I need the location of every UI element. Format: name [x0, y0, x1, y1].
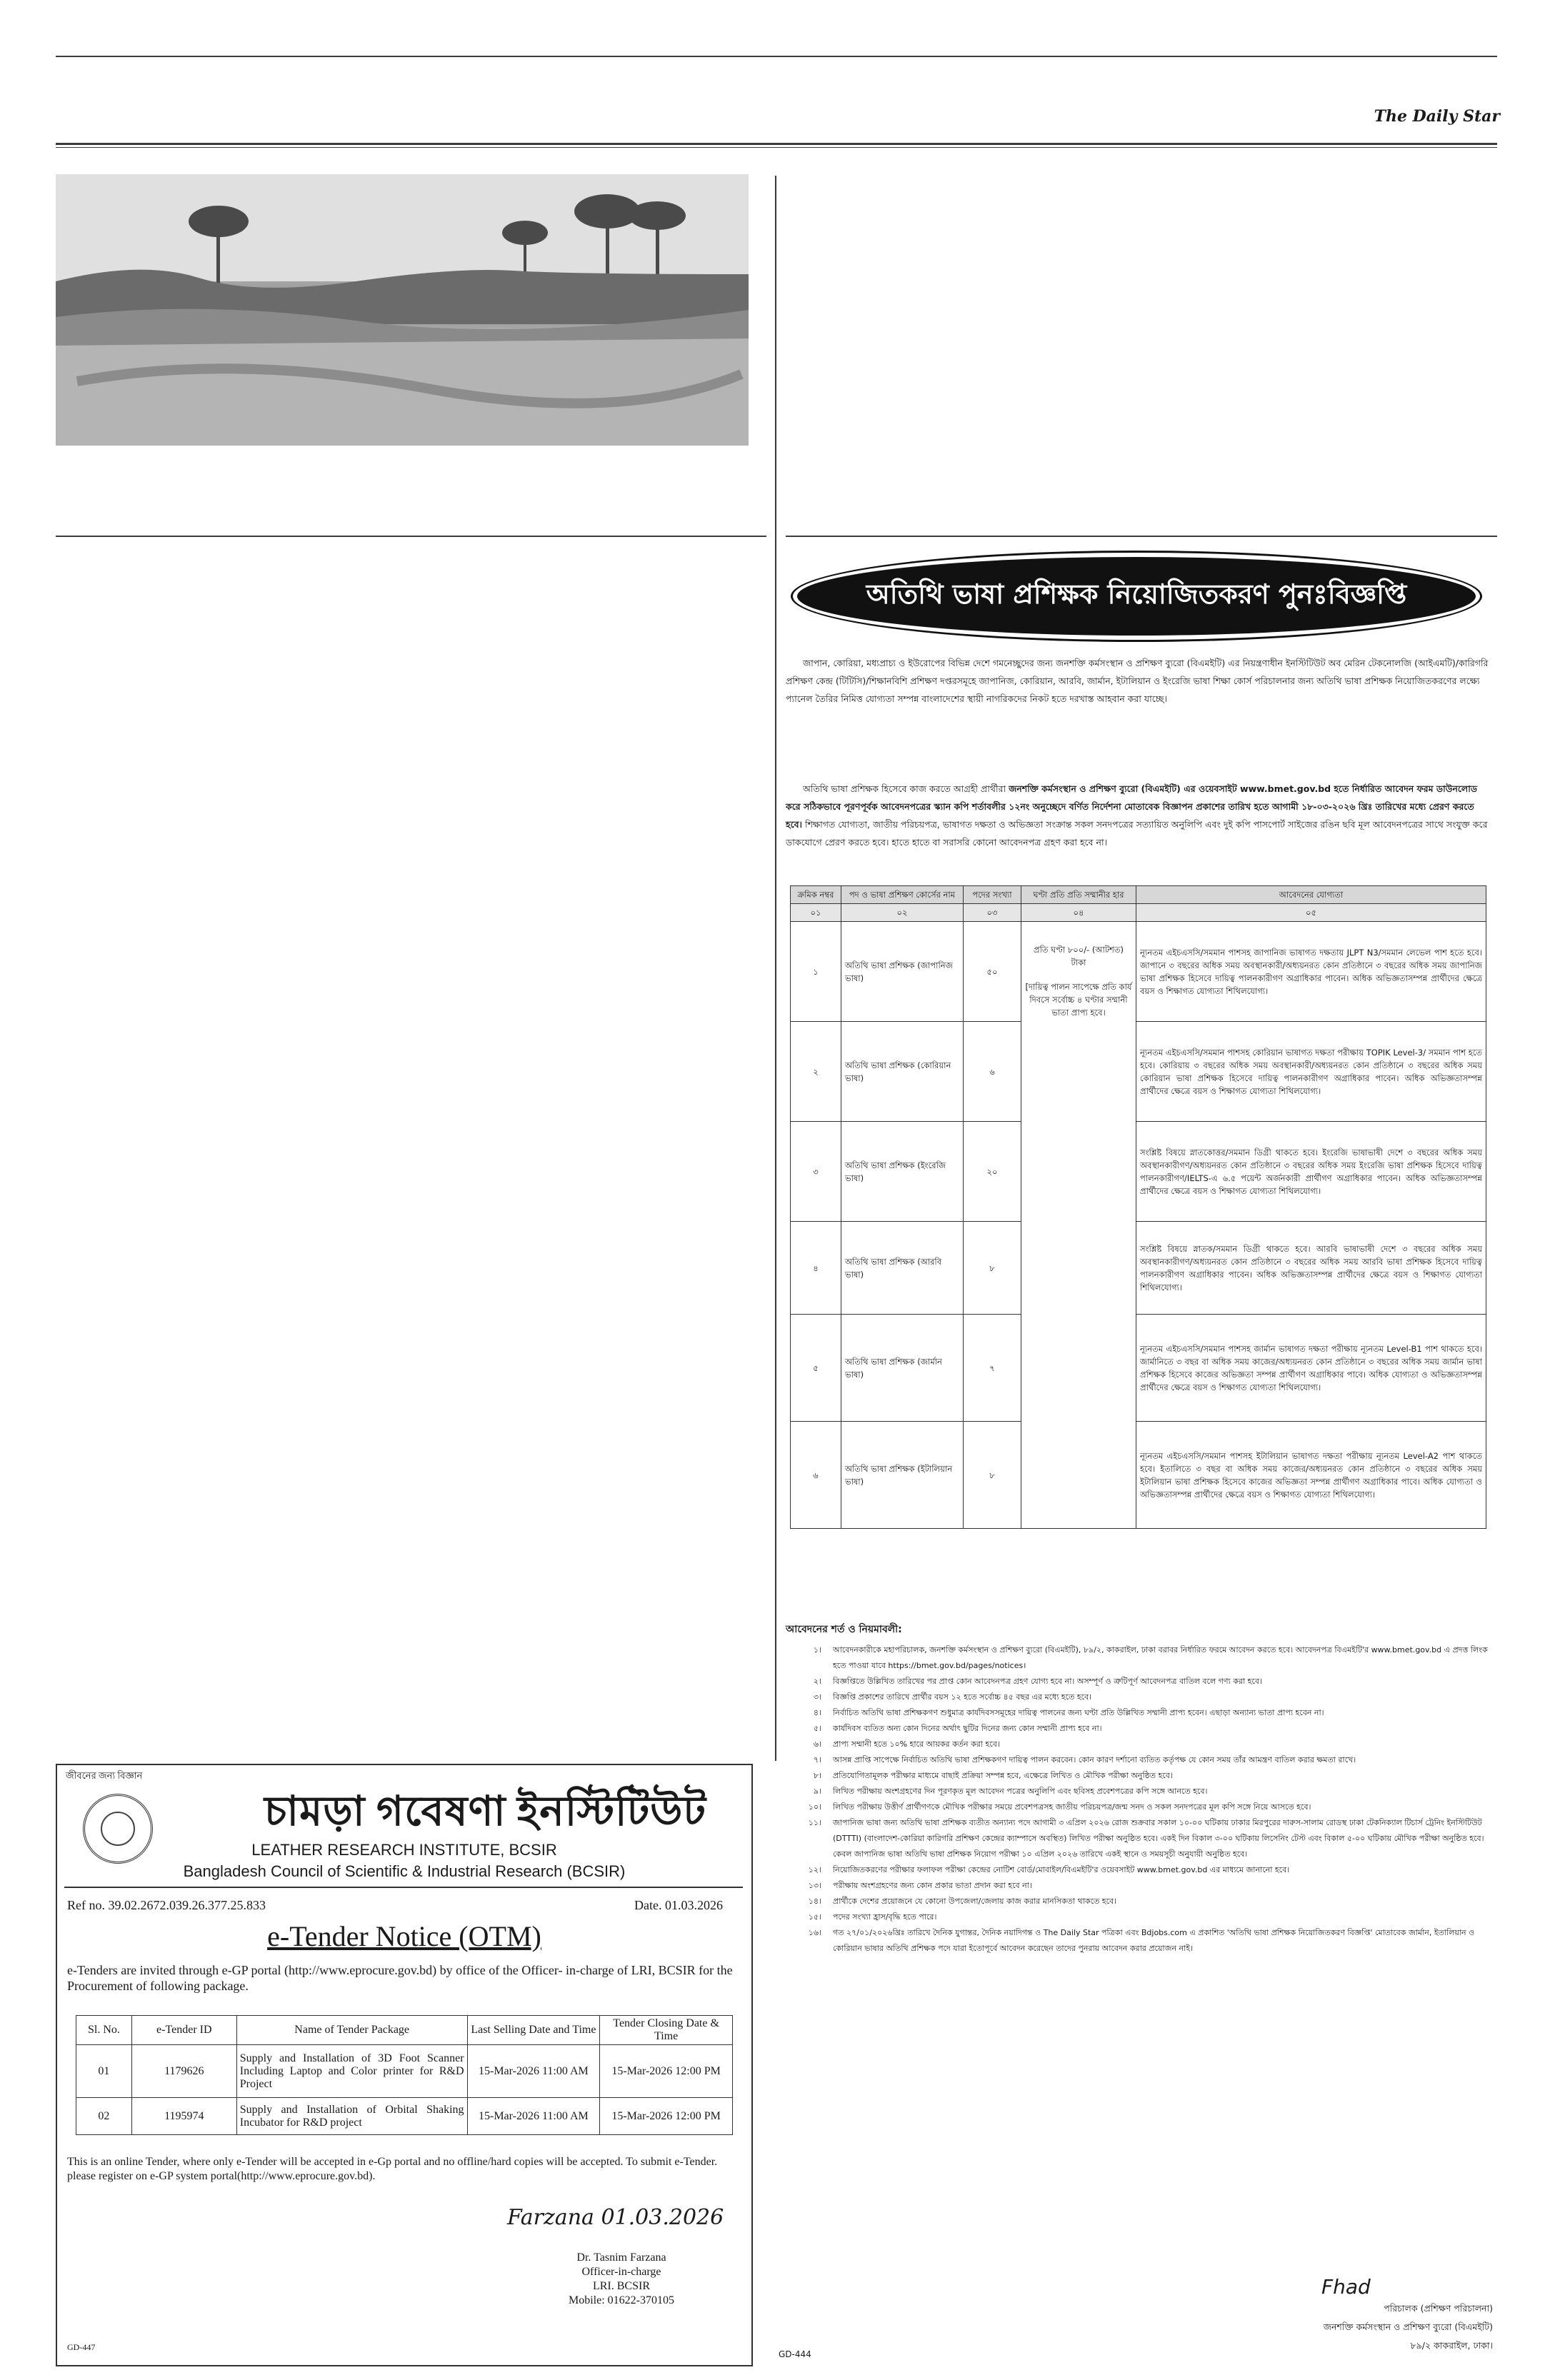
- term-text: পরীক্ষায় অংশগ্রহণের জন্য কোন প্রকার ভাতা প্রদান করা হবে না।: [833, 1881, 1032, 1890]
- tagline: জীবনের জন্য বিজ্ঞান: [66, 1770, 143, 1781]
- list-item: [786, 1674, 1489, 1689]
- term-number: ১।: [813, 1645, 821, 1655]
- cell-post-count: ৮: [964, 1422, 1021, 1529]
- landscape-photo: [56, 174, 749, 446]
- term-text: পদের সংখ্যা হ্রাস/বৃদ্ধি হতে পারে।: [833, 1912, 937, 1922]
- signatory-title: পরিচালক (প্রশিক্ষণ পরিচালনা): [1384, 2303, 1493, 2314]
- cell-closing: 15-Mar-2026 12:00 PM: [600, 2098, 733, 2135]
- cell-tender-id: 1179626: [131, 2045, 236, 2098]
- list-item: [786, 1878, 1489, 1894]
- list-item: [786, 1737, 1489, 1752]
- cell-qualification: ন্যূনতম এইচএসসি/সমমান পাশসহ ইটালিয়ান ভাষাগত দক্ষতা পরীক্ষায় ন্যূনতম Level-A2 পাশ থাকতে হবে। ইতালিতে ৩ বছর বা অধিক সময় কাজের/অধ্যয়নরত কোন প্রতিষ্ঠানে ৩ বছরের অধিক সময় ইটালিয়ান ভাষা প্রশিক্ষক হিসেবে কাজের অভিজ্ঞতা সম্পন্ন প্রার্থীগণ অগ্রাধিকার পাবে। অধিক যোগ্যতা ও অভিজ্ঞতাসম্পন্ন প্রার্থীদের ক্ষেত্রে বয়স ও শিক্ষাগত যোগ্যতা শিথিলযোগ্য।: [1136, 1422, 1486, 1529]
- list-item: [786, 1862, 1489, 1878]
- term-text: জাপানিজ ভাষা জন্য অতিথি ভাষা প্রশিক্ষক ব্যতীত অন্যান্য পদে আগামী ৩ এপ্রিল ২০২৬ রোজ শুক্রবার সকাল ১০-০০ ঘটিকায় ঢাকার মিরপুরের দারুস-সালাম রোডস্থ ঢাকা টেকনিক্যাল টিচার্স ট্রেনিং ইনস্টিটিউট (DTTTI) (বাংলাদেশ-কোরিয়া কারিগরি প্রশিক্ষণ কেন্দ্রের ক্যাম্পাসে অবস্থিত) লিখিত পরীক্ষা অনুষ্ঠিত হবে। একই দিন বিকাল ৩-০০ ঘটিকায় লিসেনিং টেস্ট এবং বিকাল ৫-০০ ঘটিকায় মৌখিক পরীক্ষা অনুষ্ঠিত হবে। কেবল জাপানিজ ভাষা অতিথি ভাষা প্রশিক্ষক নিয়োগ পরীক্ষা ১০ এপ্রিল ২০২৬ তারিখে একই স্থানে ও সময়সূচী অনুযায়ী অনুষ্ঠিত হবে।: [833, 1818, 1484, 1859]
- term-text: আবেদনকারীকে মহাপরিচালক, জনশক্তি কর্মসংস্থান ও প্রশিক্ষণ ব্যুরো (বিএমইটি), ৮৯/২, কাকরাইল, ঢাকা বরাবর নির্ধারিত ফরমে আবেদন করতে হবে। আবেদনপত্র বিএমইটি'র www.bmet.gov.bd এ প্রদত্ত লিংক হতে পাওয়া যাবে https://bmet.gov.bd/pages/notices।: [833, 1645, 1488, 1670]
- cell-sl: 01: [76, 2045, 132, 2098]
- signatory-address: ৮৯/২ কাকরাইল, ঢাকা।: [1410, 2340, 1493, 2351]
- table-row: [791, 1222, 1486, 1315]
- cell-qualification: ন্যূনতম এইচএসসি/সমমান পাশসহ জাপানিজ ভাষাগত দক্ষতায় JLPT N3/সমমান লেভেল পাশ হতে হবে। জাপানে ৩ বছরের অধিক সময় অবস্থানকারী/অধ্যয়নরত কোন প্রতিষ্ঠানে ৩ বছরের অধিক সময় জাপানিজ ভাষা প্রশিক্ষক হিসেবে দায়িত্ব পালনকারীগণ অগ্রাধিকার পাবেন। অধিক অভিজ্ঞতাসম্পন্ন প্রার্থীদের ক্ষেত্রে বয়স ও শিক্ষাগত যোগ্যতা শিথিলযোগ্য।: [1136, 922, 1486, 1022]
- col-header: ঘণ্টা প্রতি প্রতি সম্মানীর হার: [1021, 886, 1136, 904]
- cell-serial: ২: [791, 1022, 841, 1122]
- table-row: [791, 1122, 1486, 1222]
- cell-serial: ১: [791, 922, 841, 1022]
- cell-course: অতিথি ভাষা প্রশিক্ষক (ইটালিয়ান ভাষা): [841, 1422, 964, 1529]
- table-row: [791, 1315, 1486, 1422]
- col-header: Name of Tender Package: [236, 2016, 467, 2045]
- cell-course: অতিথি ভাষা প্রশিক্ষক (জাপানিজ ভাষা): [841, 922, 964, 1022]
- terms-heading: আবেদনের শর্ত ও নিয়মাবলী:: [786, 1624, 902, 1635]
- tender-table: [76, 2015, 733, 2135]
- col-index: ০৪: [1021, 904, 1136, 922]
- col-header: Tender Closing Date & Time: [600, 2016, 733, 2045]
- para2-documents: শিক্ষাগত যোগ্যতা, জাতীয় পরিচয়পত্র, ভাষাগত দক্ষতা ও অভিজ্ঞতা সংক্রান্ত সকল সনদপত্রের সত্যায়িত অনুলিপি এবং দুই কপি পাসপোর্ট সাইজের রঙিন ছবি মূল আবেদনপত্রের সাথে সংযুক্ত করে ডাকযোগে প্রেরণ করতে হবে। হাতে হাতে বা সরাসরি কোনো আবেদনপত্র গ্রহণ করা হবে না।: [786, 819, 1488, 848]
- masthead-rule: [56, 143, 1497, 145]
- cell-honorarium: [1021, 922, 1136, 1529]
- term-number: ১৪।: [808, 1897, 821, 1906]
- list-item: [786, 1909, 1489, 1925]
- col-header: Sl. No.: [76, 2016, 132, 2045]
- cell-course: অতিথি ভাষা প্রশিক্ষক (কোরিয়ান ভাষা): [841, 1022, 964, 1122]
- col-header: পদ ও ভাষা প্রশিক্ষণ কোর্সের নাম: [841, 886, 964, 904]
- term-number: ৩।: [813, 1692, 821, 1702]
- landscape-photo-art: [56, 174, 749, 446]
- signature: Farzana 01.03.2026: [507, 2205, 724, 2230]
- cell-serial: ৩: [791, 1122, 841, 1222]
- cell-post-count: ৭: [964, 1315, 1021, 1422]
- posts-table: [790, 885, 1486, 1529]
- notice-heading: e-Tender Notice (OTM): [267, 1920, 541, 1952]
- table-row: [791, 1022, 1486, 1122]
- term-number: ১২।: [808, 1865, 821, 1874]
- column-divider: [775, 176, 776, 1761]
- para2-lead: অতিথি ভাষা প্রশিক্ষক হিসেবে কাজ করতে আগ্রহী প্রার্থীরা: [803, 783, 1009, 794]
- list-item: [786, 1768, 1489, 1784]
- term-text: নিয়োজিতকরণের পরীক্ষার ফলাফল পরীক্ষা কেন্দ্রের নোটিশ বোর্ড/মোবাইল/বিএমইটি'র ওয়েবসাইট www.bmet.gov.bd এর মাধ্যমে জানানো হবে।: [833, 1865, 1290, 1874]
- cell-package: Supply and Installation of 3D Foot Scanner Including Laptop and Color printer for R&D Project: [236, 2045, 467, 2098]
- term-text: প্রাপ্য সম্মানী হতে ১০% হারে আয়কর কর্তন করা হবে।: [833, 1739, 1000, 1749]
- institute-name-en: LEATHER RESEARCH INSTITUTE, BCSIR: [251, 1841, 557, 1859]
- cell-closing: 15-Mar-2026 12:00 PM: [600, 2045, 733, 2098]
- table-row: [76, 2098, 733, 2135]
- council-name: Bangladesh Council of Scientific & Industrial Research (BCSIR): [183, 1862, 626, 1880]
- table-row: [76, 2045, 733, 2098]
- honorarium-rate: প্রতি ঘণ্টা ৮০০/- (আটশত) টাকা: [1034, 945, 1124, 968]
- list-item: [786, 1799, 1489, 1815]
- ad-code: GD-444: [779, 2349, 811, 2359]
- masthead: The Daily Star: [1374, 107, 1500, 126]
- signatory-name: Dr. Tasnim Farzana: [576, 2251, 666, 2264]
- notice-banner: অতিথি ভাষা প্রশিক্ষক নিয়োজিতকরণ পুনঃবিজ্ঞপ্তি: [797, 557, 1476, 636]
- cell-serial: ৪: [791, 1222, 841, 1315]
- list-item: [786, 1815, 1489, 1862]
- honorarium-note: [দায়িত্ব পালন সাপেক্ষে প্রতি কার্য দিবসে সর্বোচ্চ ৪ ঘণ্টার সম্মানী ভাতা প্রাপ্য হবে।: [1025, 982, 1132, 1018]
- term-number: ১১।: [808, 1818, 821, 1827]
- term-text: আসন্ন প্রাপ্তি সাপেক্ষে নির্বাচিত অতিথি ভাষা প্রশিক্ষকগণ দায়িত্ব পালন করবেন। কোন কারণ দর্শানো ব্যতিত কর্তৃপক্ষ যে কোন সময় তাঁর আমন্ত্রণ বাতিল করার ক্ষমতা রাখে।: [833, 1755, 1356, 1764]
- col-index: ০৩: [964, 904, 1021, 922]
- cell-qualification: সংশ্লিষ্ট বিষয়ে স্নাতকোত্তর/সমমান ডিগ্রী থাকতে হবে। ইংরেজি ভাষাভাষী দেশে ৩ বছরের অধিক সময় অবস্থানকারীগণ/অধ্যয়নরত কোন প্রতিষ্ঠানে ৩ বছরের অধিক সময় ইংরেজি ভাষা প্রশিক্ষক হিসেবে দায়িত্ব পালনকারীগণ/IELTS-এ ৬.৫ পয়েন্ট অর্জনকারী প্রার্থীগণ অগ্রাধিকার পাবেন। অধিক অভিজ্ঞতাসম্পন্ন প্রার্থীদের ক্ষেত্রে বয়স ও শিক্ষাগত যোগ্যতা শিথিলযোগ্য।: [1136, 1122, 1486, 1222]
- terms-list: [786, 1642, 1489, 1957]
- list-item: [786, 1752, 1489, 1768]
- term-text: নির্বাচিত অতিথি ভাষা প্রশিক্ষকগণ শুধুমাত্র কার্যদিবসসমূহের দায়িত্ব পালনের জন্য ঘণ্টা প্রতি উল্লিখিত সম্মানী প্রাপ্য হবেন। এছাড়া অন্যান্য ভাতা প্রাপ্য হবেন না।: [833, 1708, 1324, 1717]
- term-text: লিখিত পরীক্ষায় অংশগ্রহণের দিন পূরণকৃত মূল আবেদন পত্রের অনুলিপি এবং ছবিসহ প্রবেশপত্রের কপি সঙ্গে আনতে হবে।: [833, 1787, 1208, 1796]
- list-item: [786, 1642, 1489, 1674]
- col-index: ০৫: [1136, 904, 1486, 922]
- term-text: প্রার্থীকে দেশের প্রয়োজনে যে কোনো উপজেলা/জেলায় কাজ করার মানসিকতা থাকতে হবে।: [833, 1897, 1117, 1906]
- cell-course: অতিথি ভাষা প্রশিক্ষক (জার্মান ভাষা): [841, 1315, 964, 1422]
- list-item: [786, 1894, 1489, 1909]
- right-section-rule: [786, 536, 1497, 537]
- reference-number: Ref no. 39.02.2672.039.26.377.25.833: [67, 1898, 266, 1912]
- signatory-org: LRI. BCSIR: [592, 2280, 650, 2292]
- cell-post-count: ২০: [964, 1122, 1021, 1222]
- term-number: ৬।: [813, 1739, 821, 1749]
- col-header: Last Selling Date and Time: [467, 2016, 600, 2045]
- col-header: ক্রমিক নম্বর: [791, 886, 841, 904]
- signatory-org: জনশক্তি কর্মসংস্থান ও প্রশিক্ষণ ব্যুরো (বিএমইটি): [1323, 2321, 1493, 2332]
- posts-table-index-row: [791, 904, 1486, 922]
- list-item: [786, 1689, 1489, 1705]
- signatory-block: [1179, 2299, 1493, 2355]
- cell-qualification: সংশ্লিষ্ট বিষয়ে স্নাতক/সমমান ডিগ্রী থাকতে হবে। আরবি ভাষাভাষী দেশে ৩ বছরের অধিক সময় অবস্থানকারীগণ/অধ্যয়নরত কোন প্রতিষ্ঠানে ৩ বছরের অধিক সময় আরবি ভাষা প্রশিক্ষক হিসেবে দায়িত্ব পালনকারীগণ অগ্রাধিকার পাবেন। অধিক অভিজ্ঞতাসম্পন্ন প্রার্থীদের ক্ষেত্রে বয়স ও শিক্ষাগত যোগ্যতা শিথিলযোগ্য।: [1136, 1222, 1486, 1315]
- online-tender-note: This is an online Tender, where only e-Tender will be accepted in e-Gp portal and no offline/hard copies will be accepted. To submit e-Tender. please register on e-GP system portal(http://www.eprocure.gov.bd).: [67, 2156, 718, 2182]
- col-index: ০২: [841, 904, 964, 922]
- tender-table-header: [76, 2016, 733, 2045]
- table-row: [791, 922, 1486, 1022]
- term-number: ৯।: [813, 1787, 821, 1796]
- cell-selling: 15-Mar-2026 11:00 AM: [467, 2098, 600, 2135]
- term-number: ১০।: [808, 1802, 821, 1812]
- term-number: ৫।: [813, 1724, 821, 1733]
- cell-qualification: ন্যূনতম এইচএসসি/সমমান পাশসহ কোরিয়ান ভাষাগত দক্ষতা পরীক্ষায় TOPIK Level-3/ সমমান পাশ হতে হবে। কোরিয়ায় ৩ বছরের অধিক সময় অবস্থানকারী/অধ্যয়নরত কোন প্রতিষ্ঠানে ৩ বছরের অধিক সময় কোরিয়ান ভাষা প্রশিক্ষক হিসেবে দায়িত্ব পালনকারীগণ অগ্রাধিকার পাবেন। অধিক অভিজ্ঞতাসম্পন্ন প্রার্থীদের ক্ষেত্রে বয়স ও শিক্ষাগত যোগ্যতা শিথিলযোগ্য।: [1136, 1022, 1486, 1122]
- term-number: ৮।: [813, 1771, 821, 1780]
- cell-selling: 15-Mar-2026 11:00 AM: [467, 2045, 600, 2098]
- ad-code: GD-447: [67, 2342, 96, 2352]
- term-number: ৭।: [813, 1755, 821, 1764]
- term-number: ২।: [813, 1677, 821, 1686]
- masthead-rule-thin: [56, 147, 1497, 148]
- term-number: ১৫।: [808, 1912, 821, 1922]
- para2-website-deadline: জনশক্তি কর্মসংস্থান ও প্রশিক্ষণ ব্যুরো (বিএমইটি) এর ওয়েবসাইট www.bmet.gov.bd হতে নির্ধারিত আবেদন ফরম ডাউনলোড করে সঠিকভাবে পূরণপূর্বক আবেদনপত্রের স্ক্যান কপি শর্তাবলীর ১২নং অনুচ্ছেদে বর্ণিত নির্দেশনা মোতাবেক বিজ্ঞাপন প্রকাশের তারিখ হতে আগামী ১৮-০৩-২০২৬ খ্রিঃ তারিখের মধ্যে প্রেরণ করতে হবে।: [786, 783, 1478, 830]
- col-header: আবেদনের যোগ্যতা: [1136, 886, 1486, 904]
- cell-course: অতিথি ভাষা প্রশিক্ষক (ইংরেজি ভাষা): [841, 1122, 964, 1222]
- institute-title-bn: চামড়া গবেষণা ইনস্টিটিউট: [264, 1788, 707, 1834]
- signatory-block: [514, 2251, 729, 2308]
- list-item: [786, 1705, 1489, 1721]
- term-text: কার্যদিবস ব্যতিত অন্য কোন দিনের অর্থাৎ ছুটির দিনের জন্য কোন সম্মানী প্রাপ্য হবে না।: [833, 1724, 1102, 1733]
- term-text: গত ২৭/০১/২০২৬খ্রিঃ তারিখে দৈনিক যুগান্তর, দৈনিক নয়াদিগন্ত ও The Daily Star পত্রিকা এবং Bdjobs.com এ প্রকাশিত 'অতিথি ভাষা প্রশিক্ষক নিয়োজিতকরণ বিজ্ঞপ্তি' মোতাবেক জার্মান, ইতালিয়ান ও কোরিয়ান ভাষার অতিথি প্রশিক্ষক পদে যারা ইতোপূর্বে আবেদন করেছেন তাদের পুনরায় আবেদন করার প্রয়োজন নাই।: [833, 1928, 1475, 1953]
- term-number: ১৩।: [808, 1881, 821, 1890]
- cell-serial: ৫: [791, 1315, 841, 1422]
- list-item: [786, 1925, 1489, 1957]
- left-section-rule: [56, 536, 766, 537]
- term-number: ১৬।: [808, 1928, 821, 1937]
- col-index: ০১: [791, 904, 841, 922]
- list-item: [786, 1721, 1489, 1737]
- cell-tender-id: 1195974: [131, 2098, 236, 2135]
- term-text: প্রতিযোগিতামূলক পরীক্ষার মাধ্যমে বাছাই প্রক্রিয়া সম্পন্ন হবে, এক্ষেত্রে লিখিত ও মৌখিক পরীক্ষা অনুষ্ঠিত হবে।: [833, 1771, 1173, 1780]
- signatory-title: Officer-in-charge: [581, 2266, 661, 2278]
- top-rule: [56, 56, 1497, 57]
- cell-post-count: ৮: [964, 1222, 1021, 1315]
- signatory-mobile: Mobile: 01622-370105: [569, 2294, 674, 2306]
- posts-table-header: [791, 886, 1486, 904]
- list-item: [786, 1784, 1489, 1799]
- term-number: ৪।: [813, 1708, 821, 1717]
- header-divider: [64, 1887, 743, 1888]
- notice-intro: e-Tenders are invited through e-GP portal (http://www.eprocure.gov.bd) by office of the Officer- in-charge of LRI, BCSIR for the Procurement of following package.: [67, 1963, 733, 1993]
- cell-qualification: ন্যূনতম এইচএসসি/সমমান পাশসহ জার্মান ভাষাগত দক্ষতা পরীক্ষায় ন্যূনতম Level-B1 পাশ থাকতে হবে। জার্মানিতে ৩ বছর বা অধিক সময় কাজের/অধ্যয়নরত কোন প্রতিষ্ঠানে ৩ বছরের অধিক সময় জার্মান ভাষা প্রশিক্ষক হিসেবে কাজের অভিজ্ঞতা সম্পন্ন প্রার্থীগণ অগ্রাধিকার পাবে। অধিক যোগ্যতা ও অভিজ্ঞতাসম্পন্ন প্রার্থীদের ক্ষেত্রে বয়স ও শিক্ষাগত যোগ্যতা শিথিলযোগ্য।: [1136, 1315, 1486, 1422]
- cell-post-count: ৫০: [964, 922, 1021, 1022]
- leather-tender-notice: [56, 1764, 753, 2366]
- term-text: লিখিত পরীক্ষায় উত্তীর্ণ প্রার্থীগণকে মৌখিক পরীক্ষার সময়ে প্রবেশপত্রসহ জাতীয় পরিচয়পত্র/জন্ম সনদ ও সকল সনদপত্রের মূল কপি সঙ্গে নিয়ে আসতে হবে।: [833, 1802, 1311, 1812]
- col-header: e-Tender ID: [131, 2016, 236, 2045]
- cell-post-count: ৬: [964, 1022, 1021, 1122]
- cell-sl: 02: [76, 2098, 132, 2135]
- cell-package: Supply and Installation of Orbital Shaking Incubator for R&D project: [236, 2098, 467, 2135]
- signature: Fhad: [1321, 2275, 1371, 2299]
- cell-serial: ৬: [791, 1422, 841, 1529]
- col-header: পদের সংখ্যা: [964, 886, 1021, 904]
- term-text: বিজ্ঞপ্তিতে উল্লিখিত তারিখের পর প্রাপ্ত কোন আবেদনপত্র গ্রহণ যোগ্য হবে না। অসম্পূর্ণ ও ত্রুটিপূর্ণ আবেদনপত্র বাতিল বলে গণ্য করা হবে।: [833, 1677, 1262, 1686]
- cell-course: অতিথি ভাষা প্রশিক্ষক (আরবি ভাষা): [841, 1222, 964, 1315]
- term-text: বিজ্ঞপ্তি প্রকাশের তারিখে প্রার্থীর বয়স ১২ হতে সর্বোচ্চ ৪৫ বছর এর মধ্যে হতে হবে।: [833, 1692, 1092, 1702]
- notice-paragraph-1: জাপান, কোরিয়া, মধ্যপ্রাচ্য ও ইউরোপের বিভিন্ন দেশে গমনেচ্ছুদের জন্য জনশক্তি কর্মসংস্থান ও প্রশিক্ষণ ব্যুরো (বিএমইটি) এর নিয়ন্ত্রণাধীন ইনস্টিটিউট অব মেরিন টেকনোলজি (আইএমটি)/কারিগরি প্রশিক্ষণ কেন্দ্র (টিটিসি)/শিক্ষানবিশি প্রশিক্ষণ দপ্তরসমূহে জাপানিজ, কোরিয়ান, আরবি, জার্মান, ইটালিয়ান ও ইংরেজি ভাষা শিক্ষা কোর্স পরিচালনার জন্য অতিথি ভাষা প্রশিক্ষক নিয়োজিতকরণের লক্ষ্যে প্যানেল তৈরির নিমিত্ত যোগ্যতা সম্পন্ন বাংলাদেশের স্থায়ী নাগরিকদের নিকট হতে দরখাস্ত আহবান করা যাচ্ছে।: [786, 658, 1489, 704]
- notice-paragraph-2: [786, 780, 1489, 851]
- table-row: [791, 1422, 1486, 1529]
- notice-date: Date. 01.03.2026: [634, 1898, 723, 1912]
